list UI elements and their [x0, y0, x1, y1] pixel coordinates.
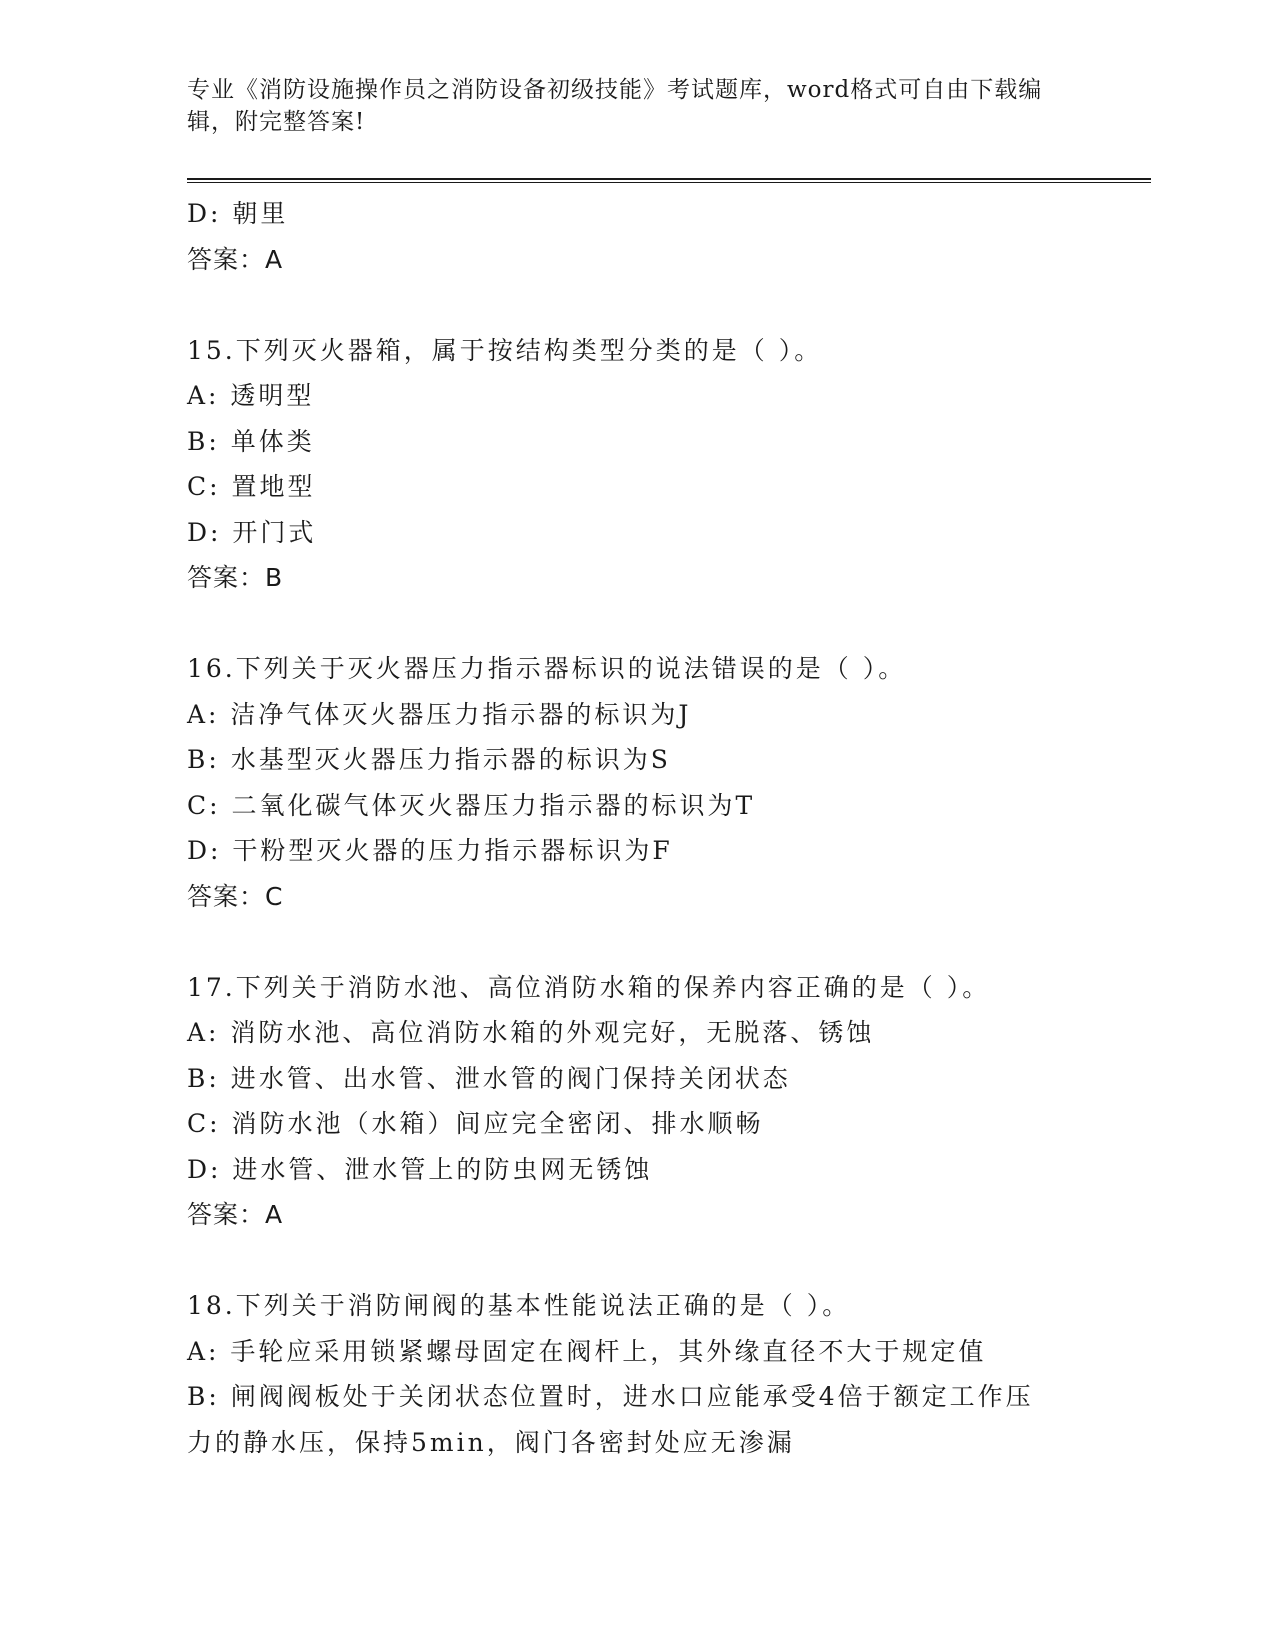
- answer-label: 答案：C: [187, 881, 284, 911]
- option-d: D: 进水管、泄水管上的防虫网无锈蚀: [187, 1154, 653, 1184]
- header-rule-thin: [187, 182, 1151, 183]
- spacer: [187, 282, 1087, 328]
- option-d: D: 开门式: [187, 517, 317, 547]
- option-d: D: 朝里: [187, 199, 289, 228]
- spacer: [187, 919, 1087, 965]
- option-b-continued: 力的静水压，保持5min，阀门各密封处应无渗漏: [187, 1427, 795, 1457]
- option-a: A: 透明型: [187, 381, 315, 410]
- document-header: [187, 74, 1067, 138]
- answer-label: 答案：B: [187, 563, 284, 592]
- question-stem: 18.下列关于消防闸阀的基本性能说法正确的是（ ）。: [187, 1291, 851, 1320]
- option-b: B: 水基型灭火器压力指示器的标识为S: [187, 745, 671, 774]
- header-line-1: 专业《消防设施操作员之消防设备初级技能》考试题库，word格式可自由下载编: [187, 77, 1043, 103]
- option-b: B: 进水管、出水管、泄水管的阀门保持关闭状态: [187, 1063, 791, 1093]
- question-stem: 15.下列灭火器箱，属于按结构类型分类的是（ ）。: [187, 335, 823, 365]
- option-c: C: 置地型: [187, 472, 316, 501]
- answer-label: 答案：A: [187, 1200, 284, 1229]
- option-b: B: 单体类: [187, 426, 315, 456]
- option-c: C: 消防水池（水箱）间应完全密闭、排水顺畅: [187, 1109, 764, 1138]
- option-c: C: 二氧化碳气体灭火器压力指示器的标识为T: [187, 790, 756, 820]
- question-stem: 17.下列关于消防水池、高位消防水箱的保养内容正确的是（ ）。: [187, 972, 991, 1002]
- header-rule-thick: [187, 178, 1151, 180]
- question-list: [187, 191, 1087, 1465]
- option-d: D: 干粉型灭火器的压力指示器标识为F: [187, 836, 673, 865]
- question-stem: 16.下列关于灭火器压力指示器标识的说法错误的是（ ）。: [187, 654, 907, 683]
- option-a: A: 手轮应采用锁紧螺母固定在阀杆上，其外缘直径不大于规定值: [187, 1336, 987, 1366]
- spacer: [187, 601, 1087, 647]
- option-a: A: 洁净气体灭火器压力指示器的标识为J: [187, 699, 692, 729]
- answer-label: 答案：A: [187, 244, 284, 274]
- option-a: A: 消防水池、高位消防水箱的外观完好，无脱落、锈蚀: [187, 1018, 875, 1047]
- spacer: [187, 1238, 1087, 1284]
- header-line-2: 辑，附完整答案!: [187, 109, 366, 135]
- option-b: B: 闸阀阀板处于关闭状态位置时，进水口应能承受4倍于额定工作压: [187, 1382, 1034, 1411]
